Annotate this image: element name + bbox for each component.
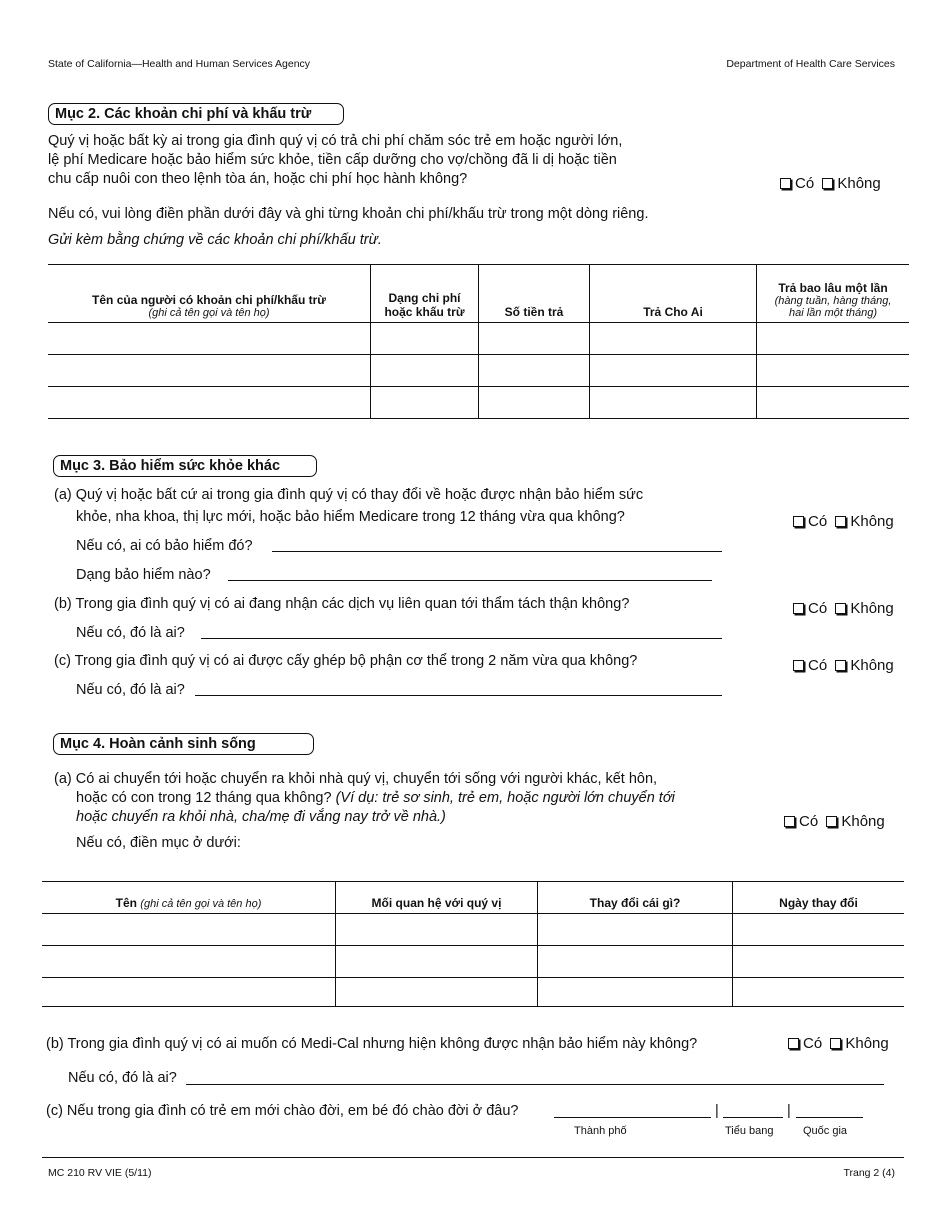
transplant-person-label: Nếu có, đó là ai?	[76, 682, 185, 698]
state-caption: Tiểu bang	[725, 1125, 774, 1137]
section-2-proof-note: Gửi kèm bằng chứng về các khoản chi phí/khấu trừ.	[48, 232, 382, 248]
table-row	[48, 323, 909, 355]
expenses-col-frequency: Trả bao lâu một lần (hàng tuần, hàng tháng, hai lần một tháng)	[757, 265, 910, 323]
section-4-question-a-line1: (a) Có ai chuyển tới hoặc chuyển ra khỏi nhà quý vị, chuyển tới sống với người khác, kết hôn,	[54, 771, 658, 787]
agency-header: State of California—Health and Human Services Agency	[48, 58, 311, 70]
section-3-question-b: (b) Trong gia đình quý vị có ai đang nhận các dịch vụ liên quan tới thẩm tách thận không?	[54, 596, 630, 612]
medi-cal-person-field[interactable]	[186, 1084, 884, 1085]
section-3a-yes-no: Có Không	[793, 513, 894, 530]
section-4-question-a-line2: hoặc có con trong 12 tháng qua không? (Ví dụ: trẻ sơ sinh, trẻ em, hoặc người lớn chuyển tới	[76, 790, 675, 806]
footer-rule	[42, 1157, 904, 1158]
yes-checkbox[interactable]	[793, 516, 804, 527]
insured-person-field[interactable]	[272, 551, 722, 552]
section-2-instruction: Nếu có, vui lòng điền phần dưới đây và ghi từng khoản chi phí/khấu trừ trong một dòng riêng.	[48, 206, 649, 222]
section-3-title: Mục 3. Bảo hiểm sức khỏe khác	[53, 455, 317, 477]
country-caption: Quốc gia	[803, 1125, 848, 1137]
household-changes-table	[42, 881, 904, 1007]
no-checkbox[interactable]	[830, 1038, 841, 1049]
section-2-question: Quý vị hoặc bất kỳ ai trong gia đình quý vị có trả chi phí chăm sóc trẻ em hoặc người lớn, lệ phí Medicare hoặc bảo hiểm sức khỏe, tiền cấp dưỡng cho vợ/chồng đã li dị hoặc tiền chu cấp nuôi con theo lệnh tòa án, hoặc chi phí học hành không?	[48, 133, 623, 187]
section-3-question-a-line2: khỏe, nha khoa, thị lực mới, hoặc bảo hiểm Medicare trong 12 tháng vừa qua không?	[76, 509, 625, 525]
section-2-yes-no: Có Không	[780, 175, 881, 192]
no-checkbox[interactable]	[835, 660, 846, 671]
section-3-question-c: (c) Trong gia đình quý vị có ai được cấy ghép bộ phận cơ thể trong 2 năm vừa qua không?	[54, 653, 638, 669]
yes-checkbox[interactable]	[780, 178, 791, 189]
form-number: MC 210 RV VIE (5/11)	[48, 1167, 152, 1179]
separator: |	[715, 1103, 719, 1119]
section-4-fill-instruction: Nếu có, điền mục ở dưới:	[76, 835, 241, 851]
table-row	[48, 355, 909, 387]
yes-checkbox[interactable]	[784, 816, 795, 827]
changes-col-relationship: Mối quan hệ với quý vị	[336, 882, 538, 914]
table-row	[42, 914, 904, 946]
insurance-type-field[interactable]	[228, 580, 712, 581]
section-3-question-a-line1: (a) Quý vị hoặc bất cứ ai trong gia đình quý vị có thay đổi về hoặc được nhận bảo hiểm sức	[54, 487, 644, 503]
no-checkbox[interactable]	[826, 816, 837, 827]
section-4a-yes-no: Có Không	[784, 813, 885, 830]
section-3c-yes-no: Có Không	[793, 657, 894, 674]
page-number: Trang 2 (4)	[843, 1167, 895, 1179]
expenses-col-amount: Số tiền trả	[479, 265, 590, 323]
transplant-person-field[interactable]	[195, 695, 722, 696]
yes-checkbox[interactable]	[793, 603, 804, 614]
insured-person-label: Nếu có, ai có bảo hiểm đó?	[76, 538, 253, 554]
city-caption: Thành phố	[574, 1125, 627, 1137]
changes-col-what-changed: Thay đổi cái gì?	[538, 882, 733, 914]
expenses-col-type: Dạng chi phí hoặc khấu trừ	[371, 265, 479, 323]
changes-col-date: Ngày thay đổi	[733, 882, 905, 914]
section-4-question-a-line3: hoặc chuyển ra khỏi nhà, cha/mẹ đi vắng nay trở về nhà.)	[76, 809, 446, 825]
table-row	[42, 946, 904, 978]
section-4b-yes-no: Có Không	[788, 1035, 889, 1052]
dialysis-person-label: Nếu có, đó là ai?	[76, 625, 185, 641]
expenses-col-name: Tên của người có khoản chi phí/khấu trừ (ghi cả tên gọi và tên họ)	[48, 265, 371, 323]
no-checkbox[interactable]	[835, 516, 846, 527]
section-4-question-c: (c) Nếu trong gia đình có trẻ em mới chào đời, em bé đó chào đời ở đâu?	[46, 1103, 519, 1119]
changes-col-name: Tên (ghi cả tên gọi và tên họ)	[42, 882, 336, 914]
no-checkbox[interactable]	[822, 178, 833, 189]
no-checkbox[interactable]	[835, 603, 846, 614]
section-4-title: Mục 4. Hoàn cảnh sinh sống	[53, 733, 314, 755]
section-2-title: Mục 2. Các khoản chi phí và khấu trừ	[48, 103, 344, 125]
birth-country-field[interactable]	[796, 1117, 863, 1118]
table-row	[42, 978, 904, 1007]
dialysis-person-field[interactable]	[201, 638, 722, 639]
separator: |	[787, 1103, 791, 1119]
expenses-col-payee: Trả Cho Ai	[590, 265, 757, 323]
table-row	[48, 387, 909, 419]
section-4-question-b: (b) Trong gia đình quý vị có ai muốn có Medi-Cal nhưng hiện không được nhận bảo hiểm này không?	[46, 1036, 698, 1052]
insurance-type-label: Dạng bảo hiểm nào?	[76, 567, 211, 583]
birth-city-field[interactable]	[554, 1117, 711, 1118]
department-header: Department of Health Care Services	[726, 58, 895, 70]
yes-checkbox[interactable]	[793, 660, 804, 671]
yes-checkbox[interactable]	[788, 1038, 799, 1049]
medi-cal-person-label: Nếu có, đó là ai?	[68, 1070, 177, 1086]
birth-state-field[interactable]	[723, 1117, 783, 1118]
expenses-table	[48, 264, 909, 419]
section-3b-yes-no: Có Không	[793, 600, 894, 617]
